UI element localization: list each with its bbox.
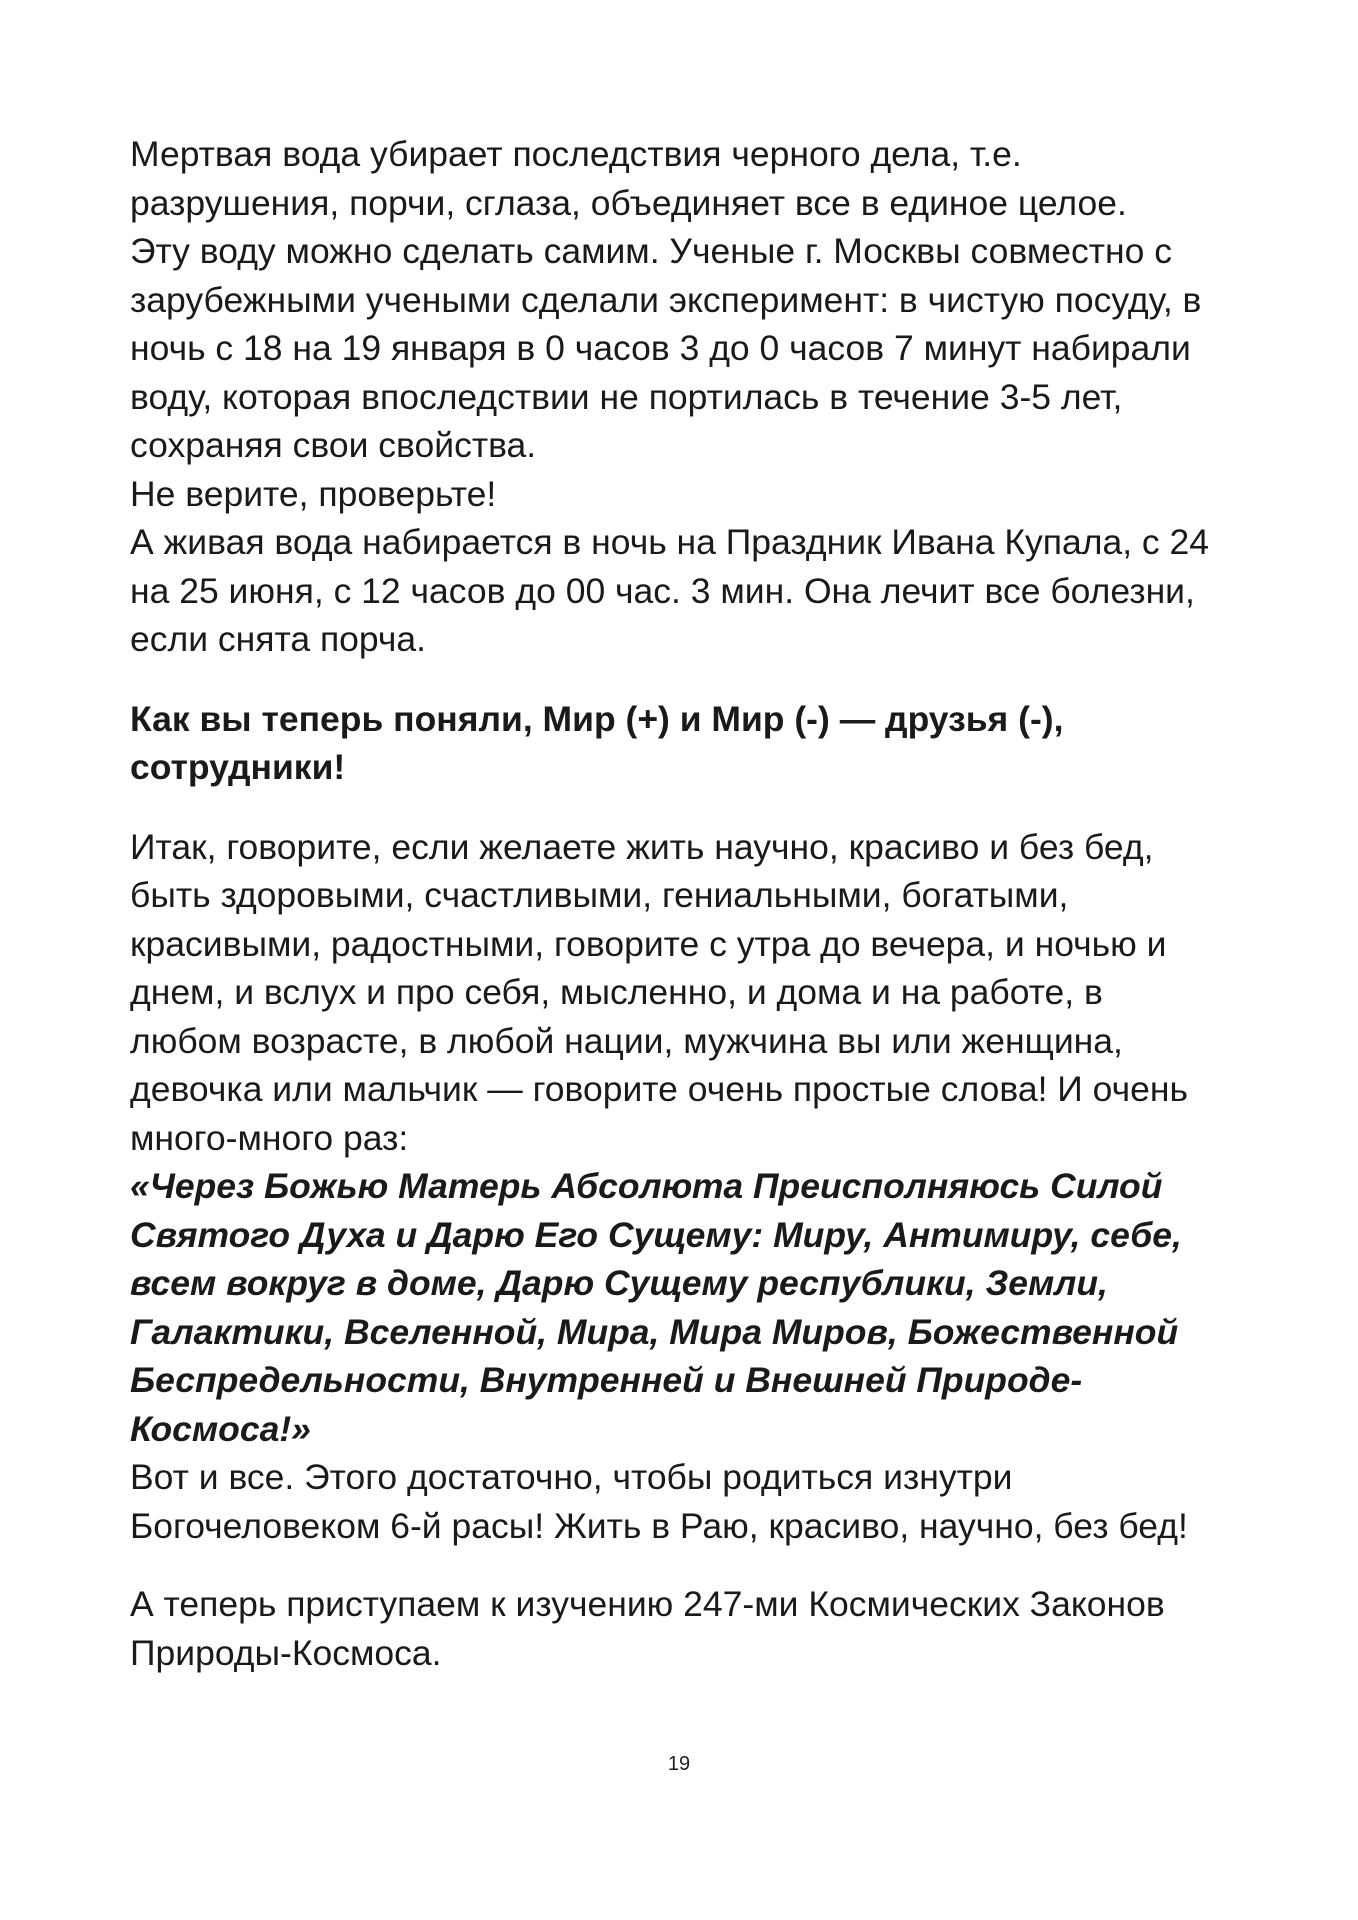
paragraph-conclusion: [130, 1453, 1250, 1550]
text-line: разрушения, порчи, сглаза, объединяет все в единое целое.: [130, 182, 1127, 223]
page-number: 19: [667, 1753, 691, 1775]
prayer-quote: [130, 1162, 1250, 1453]
paragraph-spacer: [130, 664, 1250, 695]
text-line: ночь с 18 на 19 января в 0 часов 3 до 0 часов 7 минут набирали: [130, 328, 1191, 368]
text-line: девочка или мальчик — говорите очень простые слова! И очень: [130, 1069, 1188, 1109]
text-line: на 25 июня, с 12 часов до 00 час. 3 мин. Она лечит все болезни,: [130, 570, 1195, 611]
text-line: воду, которая впоследствии не портилась в течение 3-5 лет,: [130, 376, 1123, 417]
prayer-line: Космоса!»: [130, 1408, 311, 1449]
text-line: зарубежными учеными сделали эксперимент: в чистую посуду, в: [130, 279, 1202, 320]
text-line: быть здоровыми, счастливыми, гениальными, богатыми,: [130, 875, 1069, 915]
prayer-line: Галактики, Вселенной, Мира, Мира Миров, Божественной: [130, 1311, 1179, 1352]
text-line: красивыми, радостными, говорите с утра до вечера, и ночью и: [130, 923, 1167, 964]
text-line: днем, и вслух и про себя, мысленно, и дома и на работе, в: [130, 972, 1103, 1012]
heading-line: сотрудники!: [130, 747, 346, 787]
text-line: сохраняя свои свойства.: [130, 425, 537, 465]
text-line: А теперь приступаем к изучению 247-ми Космических Законов: [130, 1584, 1165, 1624]
prayer-line: Беспредельности, Внутренней и Внешней Природе-: [130, 1360, 1083, 1400]
prayer-line: всем вокруг в доме, Дарю Сущему республики, Земли,: [130, 1263, 1108, 1303]
page-content: [130, 130, 1250, 1677]
bold-heading: [130, 695, 1250, 792]
text-line: Вот и все. Этого достаточно, чтобы родиться изнутри: [130, 1457, 1013, 1497]
paragraph-dead-and-living-water: [130, 130, 1250, 664]
paragraph-spacer: [130, 792, 1250, 823]
text-line: А живая вода набирается в ночь на Праздник Ивана Купала, с 24: [130, 522, 1210, 562]
paragraph-instructions: [130, 823, 1250, 1163]
paragraph-spacer: [130, 1550, 1250, 1580]
text-line: Не верите, проверьте!: [130, 473, 497, 514]
heading-line: Как вы теперь поняли, Мир (+) и Мир (-) — друзья (-),: [130, 698, 1064, 739]
prayer-line: Святого Духа и Дарю Его Сущему: Миру, Антимиру, себе,: [130, 1214, 1182, 1255]
text-line: Эту воду можно сделать самим. Ученые г. Москвы совместно с: [130, 231, 1172, 271]
paragraph-next-section: [130, 1580, 1250, 1677]
text-line: Итак, говорите, если желаете жить научно, красиво и без бед,: [130, 826, 1154, 867]
text-line: любом возрасте, в любой нации, мужчина вы или женщина,: [130, 1020, 1123, 1061]
prayer-line: «Через Божью Матерь Абсолюта Преисполняюсь Силой: [130, 1166, 1163, 1206]
text-line: если снята порча.: [130, 619, 426, 659]
text-line: Богочеловеком 6-й расы! Жить в Раю, красиво, научно, без бед!: [130, 1505, 1188, 1546]
text-line: Мертвая вода убирает последствия черного дела, т.е.: [130, 134, 1022, 174]
text-line: Природы-Космоса.: [130, 1632, 442, 1673]
text-line: много-много раз:: [130, 1117, 409, 1158]
